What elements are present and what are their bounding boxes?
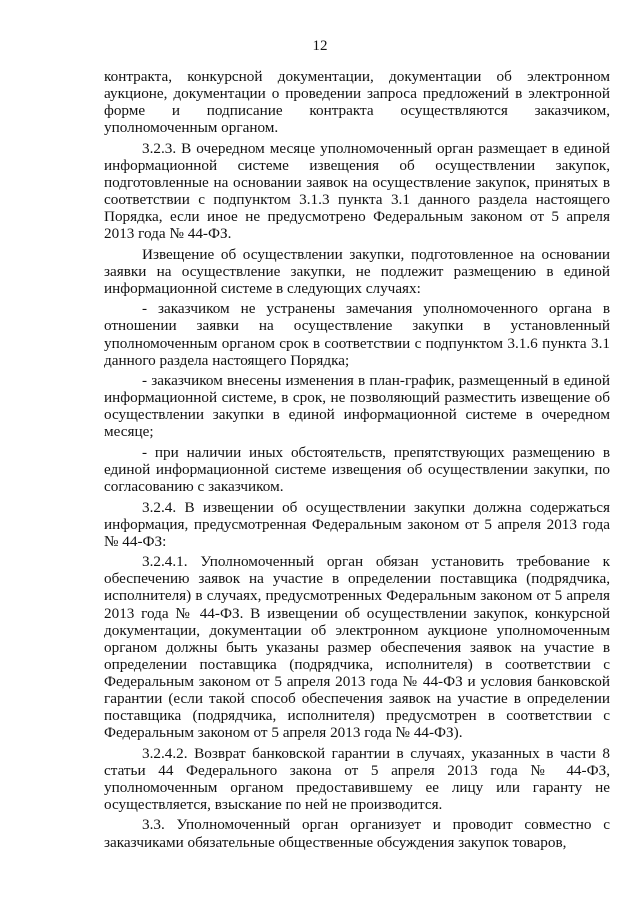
list-item-other-circumstances: - при наличии иных обстоятельств, препятствующих размещению в единой информационной системе извещения об осуществлении закупки, по согласованию с заказчиком. bbox=[104, 443, 610, 496]
paragraph-3-2-4: 3.2.4. В извещении об осуществлении закупки должна содержаться информация, предусмотренная Федеральным законом от 5 апреля 2013 года № 44-ФЗ: bbox=[104, 498, 610, 550]
paragraph-3-3: 3.3. Уполномоченный орган организует и проводит совместно с заказчиками обязательные общественные обсуждения закупок товаров, bbox=[104, 816, 610, 851]
paragraph-3-2-4-2: 3.2.4.2. Возврат банковской гарантии в случаях, указанных в части 8 статьи 44 Федерального закона от 5 апреля 2013 года № 44-ФЗ, уполномоченным органом предоставившему ее лицу или гаранту не осуществляется, взыскание по ней не производится. bbox=[104, 744, 610, 813]
list-item-remarks-not-resolved: - заказчиком не устранены замечания уполномоченного органа в отношении заявки на осуществление закупки в установленный уполномоченным органом срок в соответствии с подпунктом 3.1.6 пункта 3.1 данного раздела настоящего Порядка; bbox=[104, 300, 610, 369]
list-item-plan-changes: - заказчиком внесены изменения в план-график, размещенный в единой информационной системе, в срок, не позволяющий разместить извещение об осуществлении закупки в единой информационной системе в очередном месяце; bbox=[104, 372, 610, 441]
paragraph-continuation: контракта, конкурсной документации, документации об электронном аукционе, документации о проведении запроса предложений в электронной форме и подписание контракта осуществляются заказчиком, уполномоченным органом. bbox=[104, 68, 610, 137]
document-body bbox=[104, 68, 610, 854]
page-number: 12 bbox=[312, 38, 328, 54]
paragraph-notice-not-placed: Извещение об осуществлении закупки, подготовленное на основании заявки на осуществление закупки, не подлежит размещению в единой информационной системе в следующих случаях: bbox=[104, 245, 610, 297]
paragraph-3-2-3: 3.2.3. В очередном месяце уполномоченный орган размещает в единой информационной системе извещения об осуществлении закупок, подготовленные на основании заявок на осуществление закупок, принятых в соответствии с подпунктом 3.1.3 пункта 3.1 данного раздела настоящего Порядка, если иное не предусмотрено Федеральным законом от 5 апреля 2013 года № 44-ФЗ. bbox=[104, 139, 610, 243]
paragraph-3-2-4-1: 3.2.4.1. Уполномоченный орган обязан установить требование к обеспечению заявок на участие в определении поставщика (подрядчика, исполнителя) в случаях, предусмотренных Федеральным законом от 5 апреля 2013 года № 44-ФЗ. В извещении об осуществлении закупок, конкурсной документации, документации об электронном аукционе уполномоченным органом должны быть указаны размер обеспечения заявок на участие в определении поставщика (подрядчика, исполнителя) в соответствии с Федеральным законом от 5 апреля 2013 года № 44-ФЗ и условия банковской гарантии (если такой способ обеспечения заявок на участие в определении поставщика (подрядчика, исполнителя) предусмотрен в соответствии с Федеральным законом от 5 апреля 2013 года № 44-ФЗ). bbox=[104, 553, 610, 742]
